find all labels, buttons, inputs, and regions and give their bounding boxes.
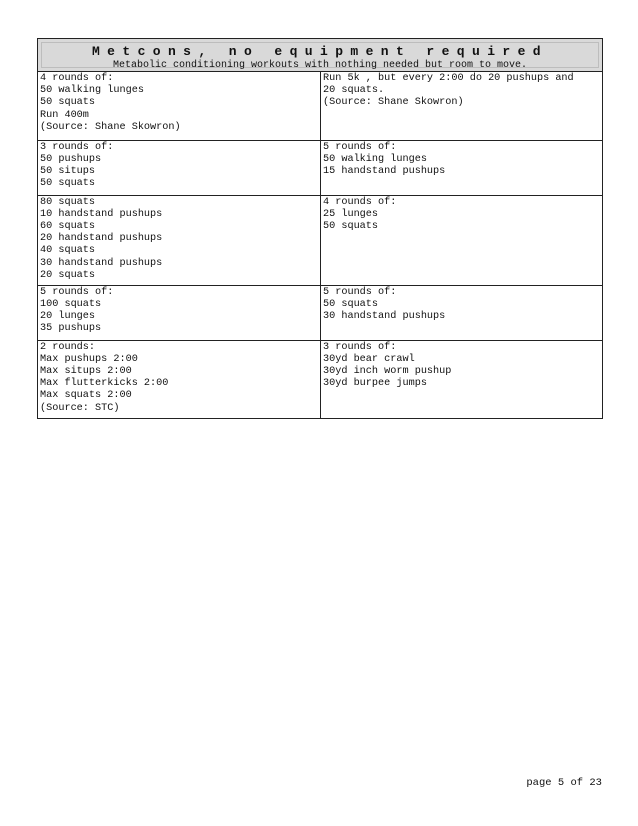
table-row [38,140,602,195]
table-header [38,39,602,72]
workout-cell: 3 rounds of: 30yd bear crawl 30yd inch worm pushup 30yd burpee jumps [321,340,603,418]
workout-table-container [37,38,603,419]
workout-cell: 5 rounds of: 50 walking lunges 15 handstand pushups [321,140,603,195]
table-row [38,285,602,340]
workout-cell: 2 rounds: Max pushups 2:00 Max situps 2:00 Max flutterkicks 2:00 Max squats 2:00 (Source: STC) [38,340,321,418]
workout-cell: 4 rounds of: 50 walking lunges 50 squats Run 400m (Source: Shane Skowron) [38,72,321,140]
workout-table [38,72,602,418]
workout-cell: Run 5k , but every 2:00 do 20 pushups and 20 squats. (Source: Shane Skowron) [323,73,574,109]
workout-cell: 5 rounds of: 100 squats 20 lunges 35 pushups [38,285,321,340]
workout-cell: 3 rounds of: 50 pushups 50 situps 50 squats [38,140,321,195]
workout-cell: 4 rounds of: 25 lunges 50 squats [321,195,603,285]
workout-cell: 80 squats 10 handstand pushups 60 squats 20 handstand pushups 40 squats 30 handstand pushups 20 squats [38,195,321,285]
table-row [38,72,602,140]
page-title: Metcons, no equipment required [91,44,549,59]
header-panel [41,42,599,71]
table-row [38,195,602,285]
table-row [38,340,602,418]
page-number: page 5 of 23 [526,777,602,789]
workout-cell: 5 rounds of: 50 squats 30 handstand pushups [321,285,603,340]
page-subtitle: Metabolic conditioning workouts with nothing needed but room to move. [112,60,528,71]
